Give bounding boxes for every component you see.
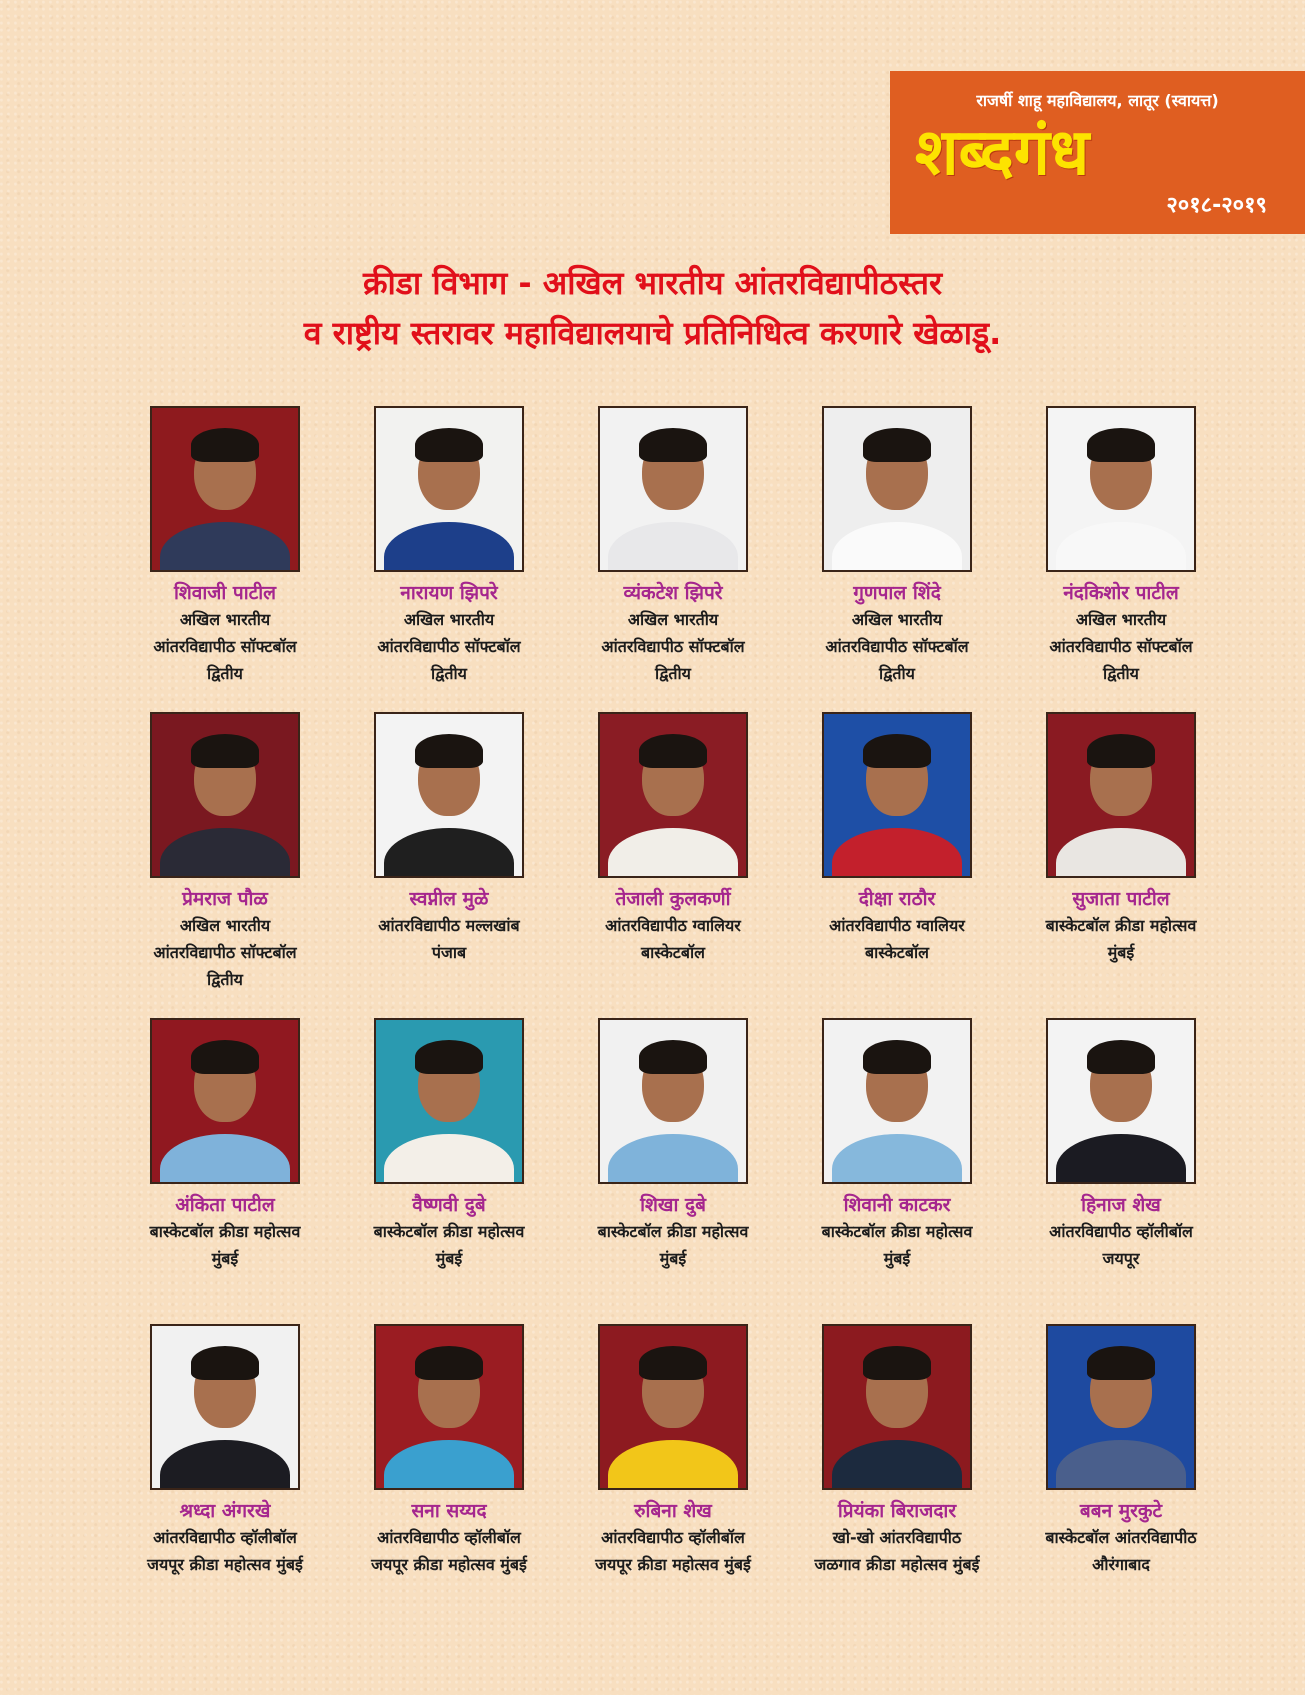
player-achievement-line: मुंबई [1107, 943, 1135, 962]
player-achievement-line: आंतरविद्यापीठ व्हॉलीबॉल [1049, 1222, 1193, 1241]
photo-hair [1087, 1040, 1155, 1074]
player-name: प्रेमराज पौळ [182, 888, 268, 910]
player-achievement-line: बास्केटबॉल [865, 943, 929, 962]
photo-shoulders [608, 828, 738, 878]
player-photo [150, 1324, 300, 1490]
player-name: शिवानी काटकर [843, 1194, 951, 1216]
player-card [785, 1018, 1009, 1324]
player-achievement-line: द्वितीय [1103, 664, 1139, 683]
photo-hair [415, 734, 483, 768]
player-name: प्रियंका बिराजदार [837, 1500, 957, 1522]
photo-hair [1087, 1346, 1155, 1380]
player-achievement-line: आंतरविद्यापीठ सॉफ्टबॉल [153, 943, 297, 962]
player-photo [598, 1324, 748, 1490]
photo-shoulders [1056, 1440, 1186, 1490]
player-achievement-line: जयपूर क्रीडा महोत्सव मुंबई [371, 1555, 527, 1574]
photo-hair [1087, 734, 1155, 768]
player-card [1009, 406, 1233, 712]
photo-shoulders [832, 1440, 962, 1490]
player-name: व्यंकटेश झिपरे [623, 582, 723, 604]
player-achievement-line: आंतरविद्यापीठ व्हॉलीबॉल [377, 1528, 521, 1547]
player-achievement-line: द्वितीय [207, 970, 243, 989]
player-achievement-line: आंतरविद्यापीठ व्हॉलीबॉल [601, 1528, 745, 1547]
photo-shoulders [1056, 522, 1186, 572]
player-achievement-line: आंतरविद्यापीठ ग्वालियर [605, 916, 741, 935]
player-card [337, 1018, 561, 1324]
player-name: अंकिता पाटील [175, 1194, 275, 1216]
magazine-banner [890, 71, 1305, 234]
player-achievement-line: आंतरविद्यापीठ सॉफ्टबॉल [153, 637, 297, 656]
photo-shoulders [832, 1134, 962, 1184]
photo-shoulders [384, 1440, 514, 1490]
player-photo [598, 1018, 748, 1184]
player-photo [822, 1324, 972, 1490]
player-achievement-line: आंतरविद्यापीठ सॉफ्टबॉल [601, 637, 745, 656]
player-card [1009, 712, 1233, 1018]
photo-shoulders [160, 828, 290, 878]
player-name: गुणपाल शिंदे [853, 582, 941, 604]
photo-shoulders [1056, 1134, 1186, 1184]
photo-hair [191, 1040, 259, 1074]
player-name: हिनाज शेख [1081, 1194, 1161, 1216]
player-achievement-line: बास्केटबॉल [641, 943, 705, 962]
photo-shoulders [832, 522, 962, 572]
player-achievement-line: आंतरविद्यापीठ मल्लखांब [378, 916, 520, 935]
heading-line-1: क्रीडा विभाग - अखिल भारतीय आंतरविद्यापीठस्तर [362, 264, 943, 302]
player-photo [822, 712, 972, 878]
photo-hair [191, 1346, 259, 1380]
player-achievement-line: अखिल भारतीय [851, 610, 943, 629]
player-photo [598, 712, 748, 878]
player-achievement-line: बास्केटबॉल क्रीडा महोत्सव [597, 1222, 749, 1241]
player-achievement-line: द्वितीय [655, 664, 691, 683]
photo-shoulders [384, 1134, 514, 1184]
player-achievement-line: जयपूर [1102, 1249, 1140, 1268]
photo-hair [639, 1040, 707, 1074]
player-grid [113, 406, 1233, 1630]
player-card [337, 406, 561, 712]
player-achievement-line: द्वितीय [879, 664, 915, 683]
player-achievement-line: बास्केटबॉल क्रीडा महोत्सव [821, 1222, 973, 1241]
player-achievement-line: बास्केटबॉल क्रीडा महोत्सव [1045, 916, 1197, 935]
magazine-title: शब्दगंध [915, 115, 1090, 190]
player-name: तेजाली कुलकर्णी [615, 888, 731, 910]
player-card [337, 1324, 561, 1630]
player-achievement-line: आंतरविद्यापीठ सॉफ्टबॉल [377, 637, 521, 656]
player-name: शिखा दुबे [640, 1194, 706, 1216]
player-achievement-line: मुंबई [211, 1249, 239, 1268]
player-achievement-line: आंतरविद्यापीठ व्हॉलीबॉल [153, 1528, 297, 1547]
player-achievement-line: द्वितीय [207, 664, 243, 683]
player-achievement-line: खो-खो आंतरविद्यापीठ [832, 1528, 962, 1547]
player-achievement-line: द्वितीय [431, 664, 467, 683]
player-photo [822, 1018, 972, 1184]
player-achievement-line: आंतरविद्यापीठ ग्वालियर [829, 916, 965, 935]
photo-hair [1087, 428, 1155, 462]
player-card [113, 1018, 337, 1324]
photo-hair [415, 1040, 483, 1074]
photo-hair [191, 428, 259, 462]
photo-shoulders [608, 522, 738, 572]
player-photo [374, 1018, 524, 1184]
player-achievement-line: जयपूर क्रीडा महोत्सव मुंबई [595, 1555, 751, 1574]
player-name: नंदकिशोर पाटील [1063, 582, 1179, 604]
player-card [113, 1324, 337, 1630]
player-achievement-line: मुंबई [883, 1249, 911, 1268]
player-card [561, 1324, 785, 1630]
player-name: सना सय्यद [411, 1500, 487, 1522]
player-photo [1046, 1324, 1196, 1490]
player-achievement-line: जयपूर क्रीडा महोत्सव मुंबई [147, 1555, 303, 1574]
player-card [337, 712, 561, 1018]
player-card [561, 406, 785, 712]
player-photo [150, 1018, 300, 1184]
player-achievement-line: औरंगाबाद [1092, 1555, 1150, 1574]
player-name: शिवाजी पाटील [173, 582, 277, 604]
player-name: बबन मुरकुटे [1079, 1500, 1163, 1522]
photo-hair [863, 428, 931, 462]
photo-shoulders [1056, 828, 1186, 878]
player-achievement-line: अखिल भारतीय [403, 610, 495, 629]
photo-hair [639, 1346, 707, 1380]
magazine-year: २०१८-२०१९ [1166, 193, 1267, 218]
player-name: सुजाता पाटील [1072, 888, 1170, 910]
photo-shoulders [160, 1440, 290, 1490]
player-achievement-line: बास्केटबॉल क्रीडा महोत्सव [373, 1222, 525, 1241]
photo-shoulders [832, 828, 962, 878]
player-photo [822, 406, 972, 572]
photo-hair [415, 1346, 483, 1380]
player-card [785, 1324, 1009, 1630]
photo-hair [415, 428, 483, 462]
player-photo [374, 406, 524, 572]
heading-line-2: व राष्ट्रीय स्तरावर महाविद्यालयाचे प्रतिनिधित्व करणारे खेळाडू. [303, 314, 1002, 352]
photo-hair [863, 734, 931, 768]
photo-shoulders [160, 1134, 290, 1184]
player-card [1009, 1324, 1233, 1630]
player-achievement-line: अखिल भारतीय [1075, 610, 1167, 629]
player-achievement-line: मुंबई [435, 1249, 463, 1268]
photo-shoulders [608, 1440, 738, 1490]
player-achievement-line: आंतरविद्यापीठ सॉफ्टबॉल [1049, 637, 1193, 656]
player-card [1009, 1018, 1233, 1324]
player-card [113, 712, 337, 1018]
player-card [561, 712, 785, 1018]
player-achievement-line: बास्केटबॉल क्रीडा महोत्सव [149, 1222, 301, 1241]
photo-shoulders [608, 1134, 738, 1184]
player-achievement-line: पंजाब [431, 943, 467, 962]
photo-hair [191, 734, 259, 768]
player-achievement-line: बास्केटबॉल आंतरविद्यापीठ [1045, 1528, 1197, 1547]
player-achievement-line: आंतरविद्यापीठ सॉफ्टबॉल [825, 637, 969, 656]
player-photo [598, 406, 748, 572]
player-name: स्वप्नील मुळे [409, 888, 489, 910]
player-card [785, 406, 1009, 712]
player-name: दीक्षा राठौर [858, 888, 936, 910]
player-card [561, 1018, 785, 1324]
player-photo [150, 712, 300, 878]
player-photo [150, 406, 300, 572]
player-photo [1046, 406, 1196, 572]
player-name: श्रध्दा अंगरखे [179, 1500, 271, 1522]
player-photo [1046, 712, 1196, 878]
college-name: राजर्षी शाहू महाविद्यालय, लातूर (स्वायत्त) [976, 91, 1219, 110]
photo-hair [863, 1346, 931, 1380]
player-name: वैष्णवी दुबे [412, 1194, 486, 1216]
photo-shoulders [384, 522, 514, 572]
page-heading [0, 258, 1305, 358]
player-photo [374, 1324, 524, 1490]
photo-shoulders [160, 522, 290, 572]
photo-hair [863, 1040, 931, 1074]
player-name: रुबिना शेख [634, 1500, 712, 1522]
player-achievement-line: अखिल भारतीय [179, 916, 271, 935]
player-name: नारायण झिपरे [400, 582, 498, 604]
photo-hair [639, 734, 707, 768]
player-card [113, 406, 337, 712]
photo-hair [639, 428, 707, 462]
player-achievement-line: मुंबई [659, 1249, 687, 1268]
player-photo [1046, 1018, 1196, 1184]
player-card [785, 712, 1009, 1018]
player-photo [374, 712, 524, 878]
player-achievement-line: अखिल भारतीय [627, 610, 719, 629]
photo-shoulders [384, 828, 514, 878]
player-achievement-line: अखिल भारतीय [179, 610, 271, 629]
player-achievement-line: जळगाव क्रीडा महोत्सव मुंबई [814, 1555, 980, 1574]
